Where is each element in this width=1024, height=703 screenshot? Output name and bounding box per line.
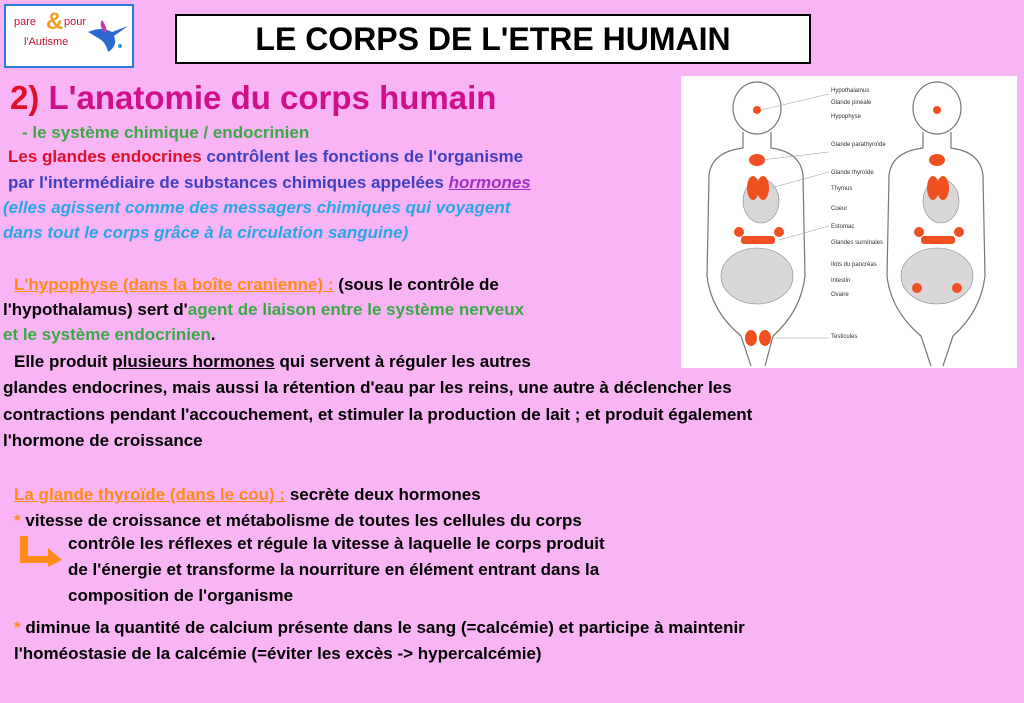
- hypophyse-line-2: [3, 299, 524, 320]
- intro-blue-2: par l'intermédiaire de substances chimiques appelées: [8, 173, 444, 192]
- logo-text-1: pare: [14, 16, 37, 28]
- hypophyse-text-4b: qui servent à réguler les autres: [279, 352, 531, 371]
- diagram-label: Estomac: [831, 224, 855, 230]
- thyroide-arrow-line-2: de l'énergie et transforme la nourriture en élément entrant dans la: [68, 560, 600, 579]
- logo-text-2: l'Autisme: [24, 36, 69, 48]
- hypophyse-text-1: (sous le contrôle de: [338, 275, 499, 294]
- hypophyse-line-3: [3, 324, 216, 345]
- section-title: L'anatomie du corps humain: [48, 79, 497, 116]
- hummingbird-icon: [84, 12, 130, 58]
- thyroide-arrow-line-1: contrôle les réflexes et régule la vitesse à laquelle le corps produit: [68, 534, 605, 553]
- hypophyse-line-1: [14, 274, 499, 295]
- hypophyse-text-3: et le système endocrinien: [3, 325, 211, 344]
- intro-line-4: dans tout le corps grâce à la circulation sanguine): [3, 223, 409, 242]
- hypophyse-text-4u: plusieurs hormones: [112, 352, 275, 371]
- intro-blue-1: contrôlent les fonctions de l'organisme: [206, 147, 524, 166]
- logo-ampersand: &: [46, 8, 64, 35]
- hypophyse-line-5: glandes endocrines, mais aussi la rétention d'eau par les reins, une autre à déclencher les: [3, 378, 732, 397]
- diagram-label: Coeur: [831, 206, 848, 212]
- diagram-label: Thymus: [831, 186, 853, 192]
- thyroide-line-1: [14, 484, 481, 505]
- thyroide-arrow-line-3: composition de l'organisme: [68, 586, 294, 605]
- diagram-label: Intestin: [831, 278, 851, 284]
- diagram-label: Ilots du pancréas: [831, 262, 877, 268]
- bullet-star: *: [14, 511, 21, 530]
- hypophyse-text-2b: agent de liaison entre le système nerveux: [187, 300, 525, 319]
- intro-line-2: [8, 172, 531, 193]
- arrow-icon: [16, 534, 64, 568]
- hypophyse-line-4: [14, 351, 531, 372]
- intro-line-3: (elles agissent comme des messagers chimiques qui voyagent: [3, 198, 511, 217]
- hypophyse-text-4a: Elle produit: [14, 352, 108, 371]
- diagram-label: Glande pinéale: [831, 100, 872, 106]
- section-heading: [10, 78, 496, 118]
- diagram-label: Testicules: [831, 334, 858, 340]
- hypophyse-line-6: contractions pendant l'accouchement, et stimuler la production de lait ; et produit également: [3, 405, 753, 424]
- intro-line-1: [8, 146, 523, 167]
- thyroide-text-1: secrète deux hormones: [289, 485, 481, 504]
- page-title: LE CORPS DE L'ETRE HUMAIN: [175, 14, 811, 64]
- logo: [4, 4, 134, 68]
- diagram-label: Hypophyse: [831, 114, 862, 120]
- diagram-label: Ovaire: [831, 292, 849, 298]
- diagram-label: Glandes surrénales: [831, 240, 884, 246]
- thyroide-label: La glande thyroïde (dans le cou) :: [14, 485, 286, 504]
- hypophyse-dot: .: [210, 325, 216, 344]
- thyroide-b2: diminue la quantité de calcium présente dans le sang (=calcémie) et participe à maintenir: [25, 618, 745, 637]
- logo-text-1b: pour: [64, 16, 87, 28]
- thyroide-bullet-2-line-2: l'homéostasie de la calcémie (=éviter les excès -> hypercalcémie): [14, 644, 542, 663]
- section-number: 2): [10, 79, 40, 116]
- hormones-link[interactable]: hormones: [448, 173, 531, 192]
- subheading: - le système chimique / endocrinien: [22, 123, 310, 142]
- diagram-label: Hypothalamus: [831, 88, 870, 94]
- bullet-star: *: [14, 618, 21, 637]
- diagram-label: Glande parathyroïde: [831, 142, 886, 148]
- intro-red: Les glandes endocrines: [8, 147, 202, 166]
- hypophyse-line-7: l'hormone de croissance: [3, 431, 203, 450]
- thyroide-b1: vitesse de croissance et métabolisme de toutes les cellules du corps: [25, 511, 582, 530]
- hypophyse-label: L'hypophyse (dans la boîte cranienne) :: [14, 275, 334, 294]
- thyroide-bullet-2: [14, 617, 745, 638]
- hypophyse-text-2a: l'hypothalamus) sert d': [3, 300, 188, 319]
- thyroide-bullet-1: [14, 510, 582, 531]
- diagram-label: Glande thyroïde: [831, 170, 874, 176]
- endocrine-diagram: [681, 76, 1017, 368]
